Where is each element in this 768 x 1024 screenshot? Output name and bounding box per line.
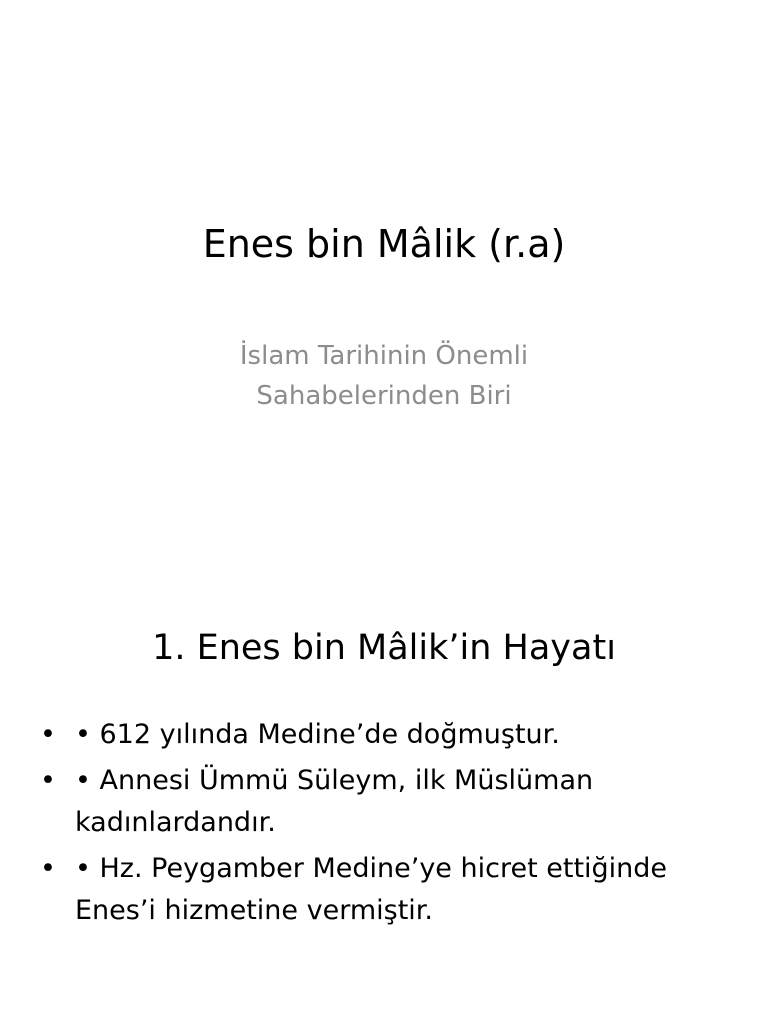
bullet-text: • Annesi Ümmü Süleym, ilk Müslüman kadınlardandır. [75,765,594,838]
bullet-text: • 612 yılında Medine’de doğmuştur. [75,719,560,750]
subtitle-line-1: İslam Tarihinin Önemli [239,341,529,371]
section-title: 1. Enes bin Mâlik’in Hayatı [152,628,616,668]
list-item [40,848,730,932]
bullet-icon: • [40,853,56,884]
list-item [40,760,730,844]
bullet-text: • Hz. Peygamber Medine’ye hicret ettiğinde Enes’i hizmetine vermiştir. [75,853,668,926]
bullet-icon: • [40,765,56,796]
list-item [40,714,730,756]
slide-subtitle [0,336,768,416]
bullet-icon: • [40,719,56,750]
content-slide [0,512,768,1024]
bullet-list [40,714,730,936]
subtitle-line-2: Sahabelerinden Biri [256,381,512,411]
slide-title: Enes bin Mâlik (r.a) [202,222,566,266]
